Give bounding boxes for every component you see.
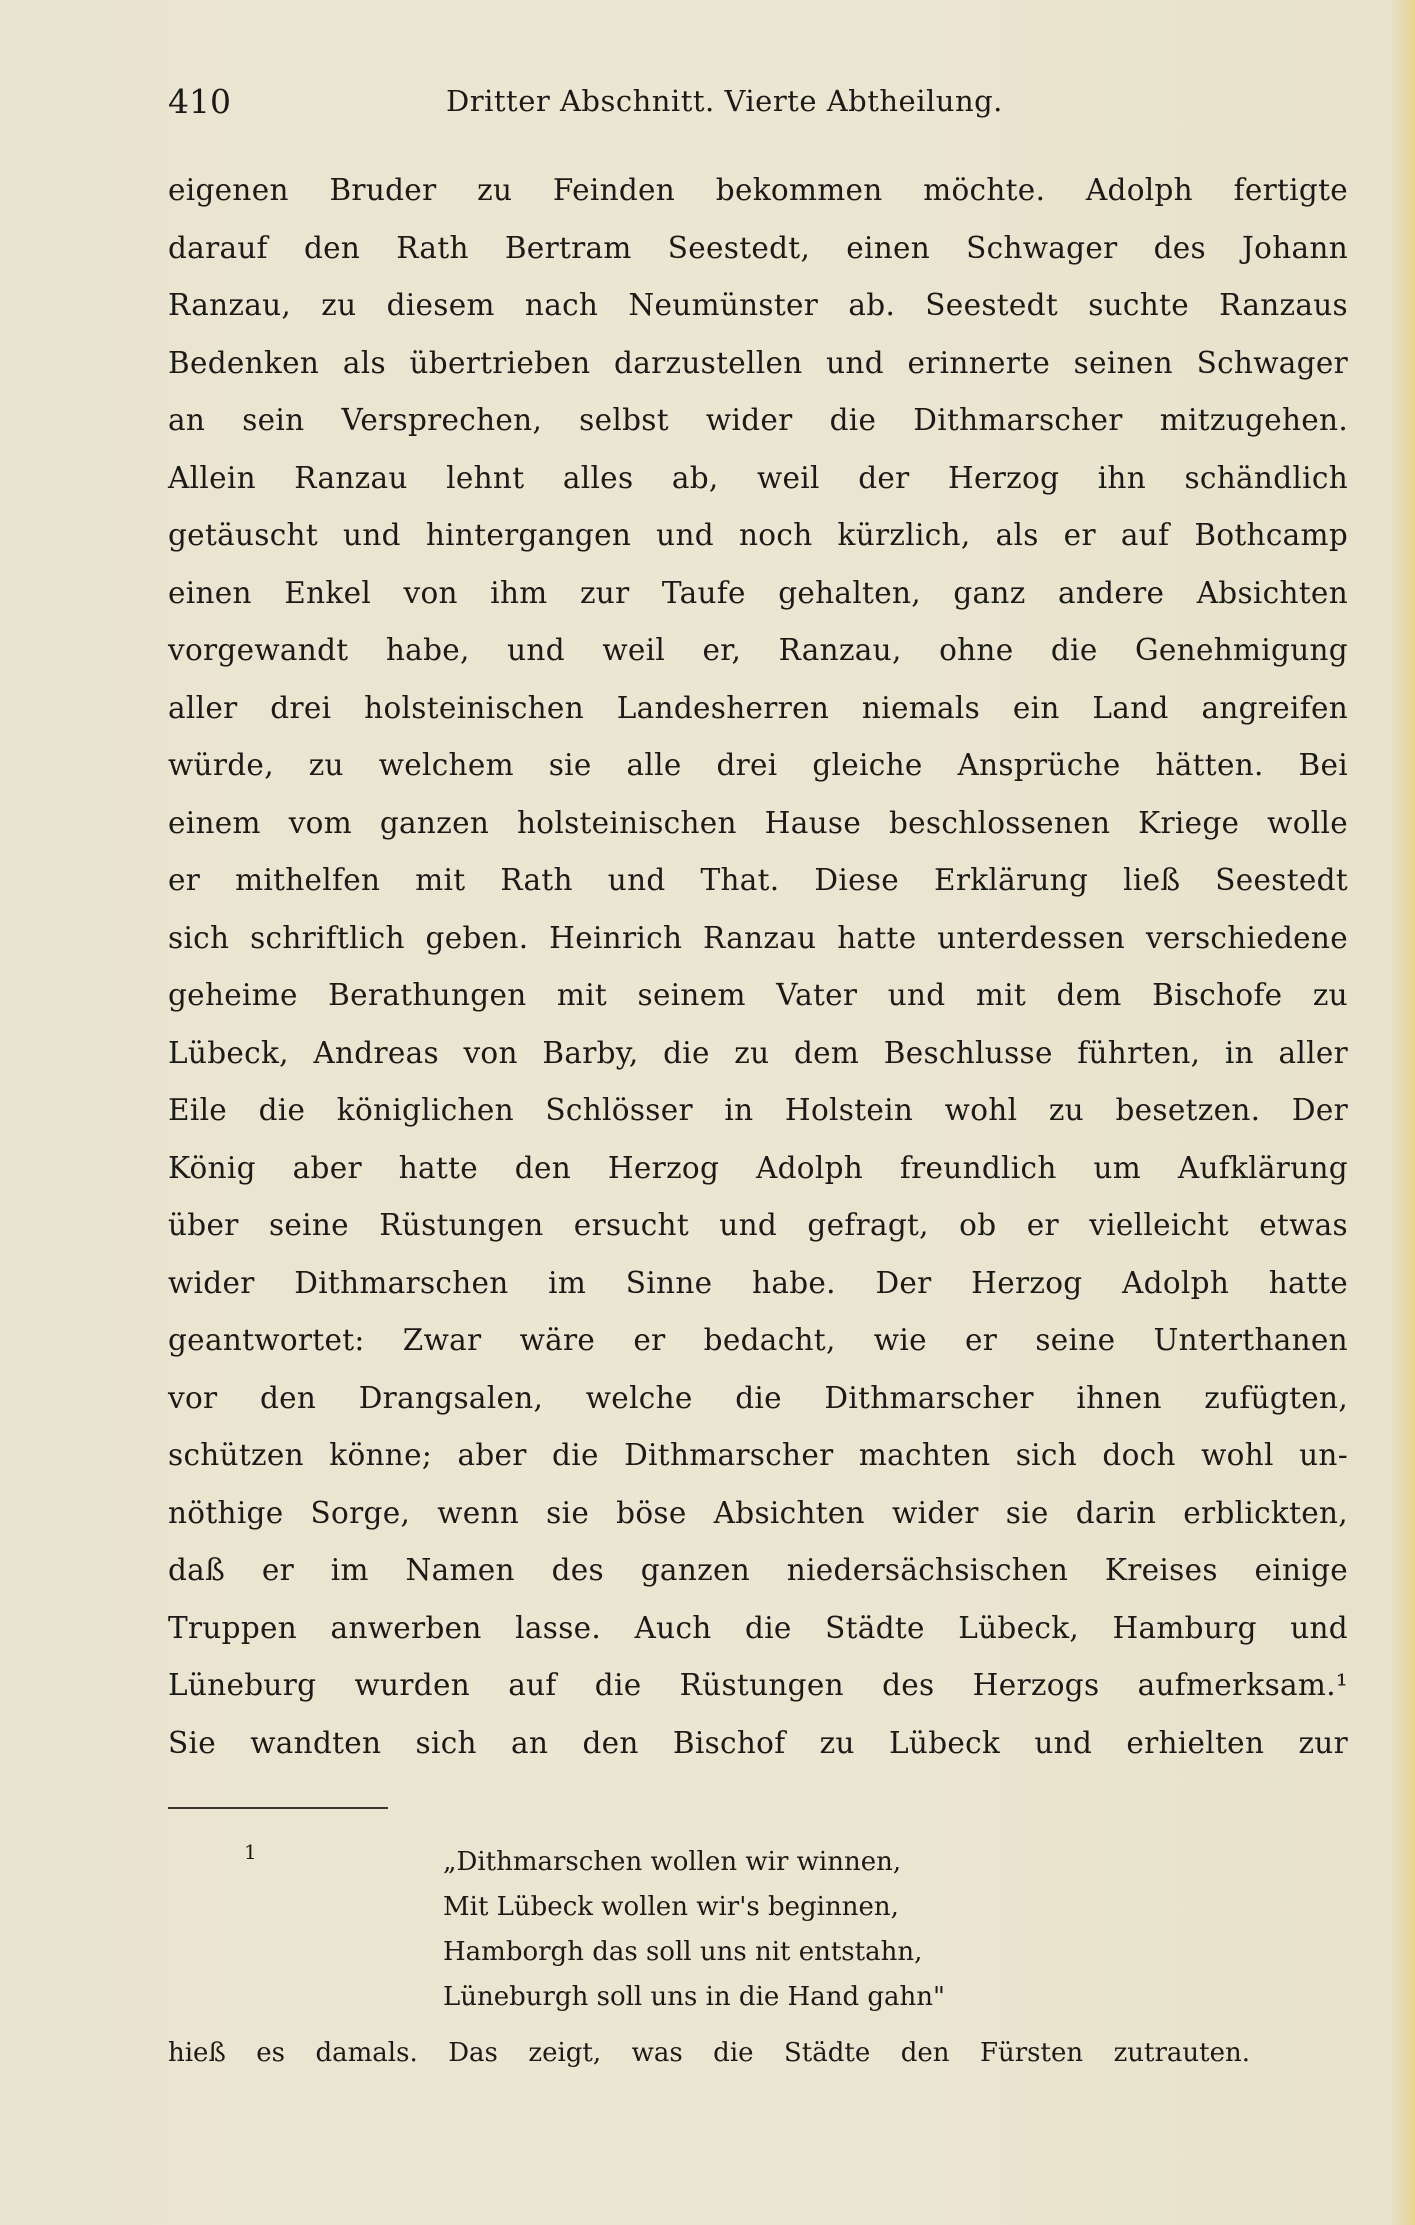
text-line: wider Dithmarschen im Sinne habe. Der Herzog Adolph hatte [168,1265,1348,1300]
footnote-marker: 1 [244,1840,257,1864]
footnote-verse [443,1840,945,2020]
text-line: einen Enkel von ihm zur Taufe gehalten, ganz andere Absichten [168,575,1348,610]
text-line: einem vom ganzen holsteinischen Hause beschlossenen Kriege wolle [168,805,1348,840]
text-line: daß er im Namen des ganzen niedersächsischen Kreises einige [168,1553,1348,1587]
text-line: aller drei holsteinischen Landesherren niemals ein Land angreifen [168,690,1348,725]
text-line: Lüneburg wurden auf die Rüstungen des Herzogs aufmerksam.¹ [168,1668,1348,1702]
text-line: vorgewandt habe, und weil er, Ranzau, ohne die Genehmigung [168,633,1348,667]
text-line: Bedenken als übertrieben darzustellen und erinnerte seinen Schwager [168,345,1348,380]
text-line: Sie wandten sich an den Bischof zu Lübeck und erhielten zur [168,1725,1348,1760]
verse-line: Hamborgh das soll uns nit entstahn, [443,1937,923,1967]
page-edge [1389,0,1415,2225]
text-line: schützen könne; aber die Dithmarscher machten sich doch wohl un- [168,1438,1348,1472]
text-line: Ranzau, zu diesem nach Neumünster ab. Seestedt suchte Ranzaus [168,288,1348,322]
text-line: Allein Ranzau lehnt alles ab, weil der Herzog ihn schändlich [168,460,1348,495]
text-line: Lübeck, Andreas von Barby, die zu dem Beschlusse führten, in aller [168,1035,1348,1070]
text-line: er mithelfen mit Rath und That. Diese Erklärung ließ Seestedt [168,863,1348,897]
text-line: vor den Drangsalen, welche die Dithmarscher ihnen zufügten, [168,1380,1348,1415]
page-header [168,82,1308,126]
verse-line: „Dithmarschen wollen wir winnen, [443,1847,902,1877]
footnote-rule [168,1807,388,1809]
text-line: Truppen anwerben lasse. Auch die Städte Lübeck, Hamburg und [168,1610,1348,1645]
verse-line: Lüneburgh soll uns in die Hand gahn" [443,1982,945,2012]
verse-line: Mit Lübeck wollen wir's beginnen, [443,1892,899,1922]
text-line: Eile die königlichen Schlösser in Holstein wohl zu besetzen. Der [168,1093,1348,1127]
text-line: darauf den Rath Bertram Seestedt, einen Schwager des Johann [168,230,1348,265]
body-text [168,162,1348,1772]
text-line: eigenen Bruder zu Feinden bekommen möchte. Adolph fertigte [168,173,1348,207]
text-line: nöthige Sorge, wenn sie böse Absichten wider sie darin erblickten, [168,1495,1348,1530]
text-line: über seine Rüstungen ersucht und gefragt, ob er vielleicht etwas [168,1208,1348,1242]
text-line: würde, zu welchem sie alle drei gleiche Ansprüche hätten. Bei [168,748,1348,782]
text-line: König aber hatte den Herzog Adolph freundlich um Aufklärung [168,1150,1348,1185]
text-line: geantwortet: Zwar wäre er bedacht, wie er seine Unterthanen [168,1323,1348,1357]
text-line: sich schriftlich geben. Heinrich Ranzau hatte unterdessen verschiedene [168,920,1348,955]
text-line: getäuscht und hintergangen und noch kürzlich, als er auf Bothcamp [168,518,1348,552]
running-title: Dritter Abschnitt. Vierte Abtheilung. [446,84,1003,118]
text-line: geheime Berathungen mit seinem Vater und mit dem Bischofe zu [168,978,1348,1012]
page-number: 410 [168,82,231,121]
text-line: an sein Versprechen, selbst wider die Dithmarscher mitzugehen. [168,403,1348,437]
footnote-tail: hieß es damals. Das zeigt, was die Städte den Fürsten zutrauten. [168,2038,1250,2068]
